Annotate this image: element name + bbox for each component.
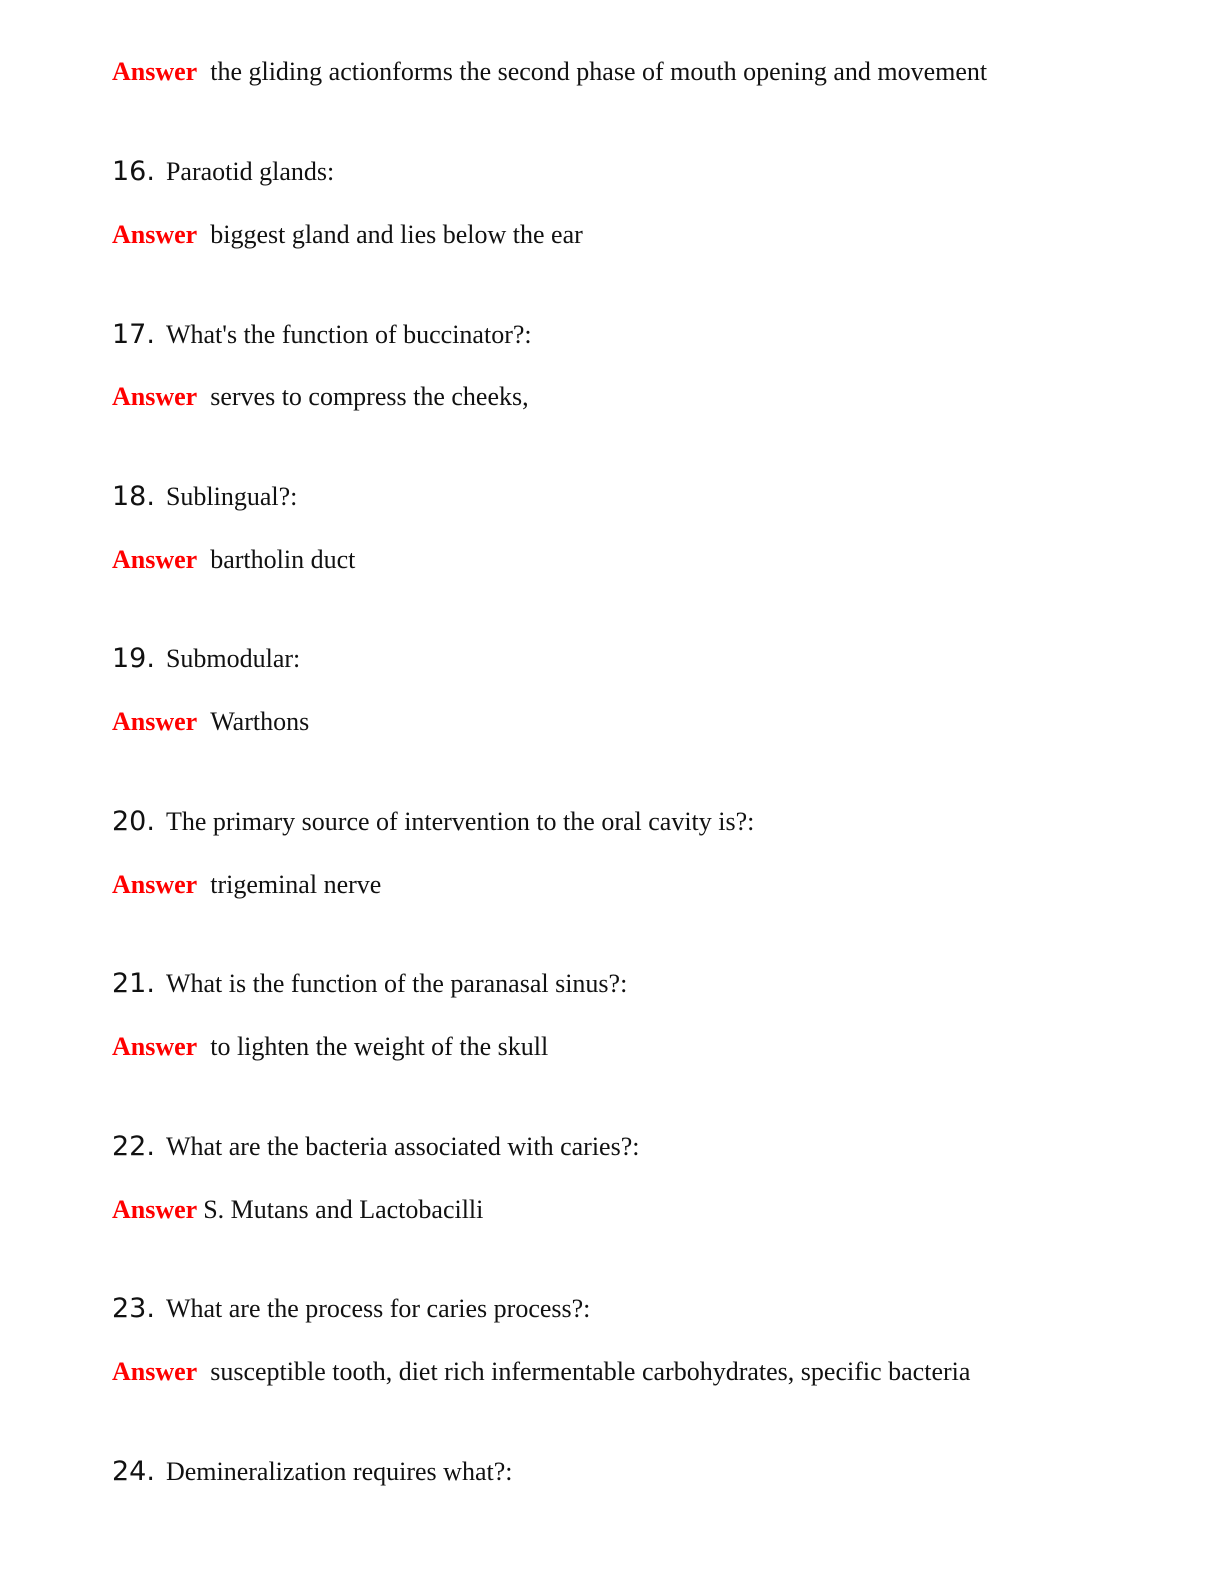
question-number: 23. <box>112 1293 155 1324</box>
answer-line-15 <box>112 55 987 89</box>
question-21 <box>112 967 627 1001</box>
answer-label: Answer <box>112 707 198 736</box>
answer-label: Answer <box>112 870 198 899</box>
answer-line-23 <box>112 1355 970 1389</box>
question-text: Submodular: <box>165 644 301 673</box>
question-text: What is the function of the paranasal sinus?: <box>165 969 628 998</box>
question-text: The primary source of intervention to the oral cavity is?: <box>165 807 755 836</box>
answer-text: the gliding actionforms the second phase of mouth opening and movement <box>210 57 988 86</box>
question-text: Demineralization requires what?: <box>165 1457 513 1486</box>
question-23 <box>112 1292 590 1326</box>
answer-label: Answer <box>112 1032 198 1061</box>
answer-text: serves to compress the cheeks, <box>210 382 529 411</box>
question-number: 18. <box>112 481 155 512</box>
question-19 <box>112 642 300 676</box>
question-number: 24. <box>112 1456 155 1487</box>
answer-label: Answer <box>112 545 198 574</box>
question-text: What are the process for caries process?: <box>165 1294 591 1323</box>
question-number: 20. <box>112 806 155 837</box>
answer-text: biggest gland and lies below the ear <box>210 220 583 249</box>
question-20 <box>112 805 754 839</box>
question-text: Paraotid glands: <box>165 157 335 186</box>
answer-line-19 <box>112 705 309 739</box>
answer-line-18 <box>112 543 355 577</box>
answer-line-22 <box>112 1193 483 1227</box>
answer-text: trigeminal nerve <box>210 870 382 899</box>
answer-label: Answer <box>112 1195 198 1224</box>
question-24 <box>112 1455 512 1489</box>
answer-label: Answer <box>112 57 198 86</box>
answer-label: Answer <box>112 1357 198 1386</box>
question-18 <box>112 480 297 514</box>
question-text: What's the function of buccinator?: <box>165 320 532 349</box>
question-text: What are the bacteria associated with caries?: <box>165 1132 640 1161</box>
answer-text: bartholin duct <box>210 545 356 574</box>
question-number: 16. <box>112 156 155 187</box>
question-16 <box>112 155 334 189</box>
answer-label: Answer <box>112 220 198 249</box>
answer-text: to lighten the weight of the skull <box>210 1032 549 1061</box>
question-22 <box>112 1130 639 1164</box>
answer-text: Warthons <box>210 707 310 736</box>
answer-label: Answer <box>112 382 198 411</box>
question-number: 22. <box>112 1131 155 1162</box>
answer-line-16 <box>112 218 583 252</box>
answer-line-21 <box>112 1030 548 1064</box>
answer-line-20 <box>112 868 381 902</box>
question-number: 19. <box>112 643 155 674</box>
question-number: 17. <box>112 319 155 350</box>
question-17 <box>112 318 532 352</box>
answer-text: S. Mutans and Lactobacilli <box>203 1195 484 1224</box>
question-text: Sublingual?: <box>165 482 298 511</box>
answer-text: susceptible tooth, diet rich infermentable carbohydrates, specific bacteria <box>210 1357 971 1386</box>
answer-line-17 <box>112 380 529 414</box>
question-number: 21. <box>112 968 155 999</box>
